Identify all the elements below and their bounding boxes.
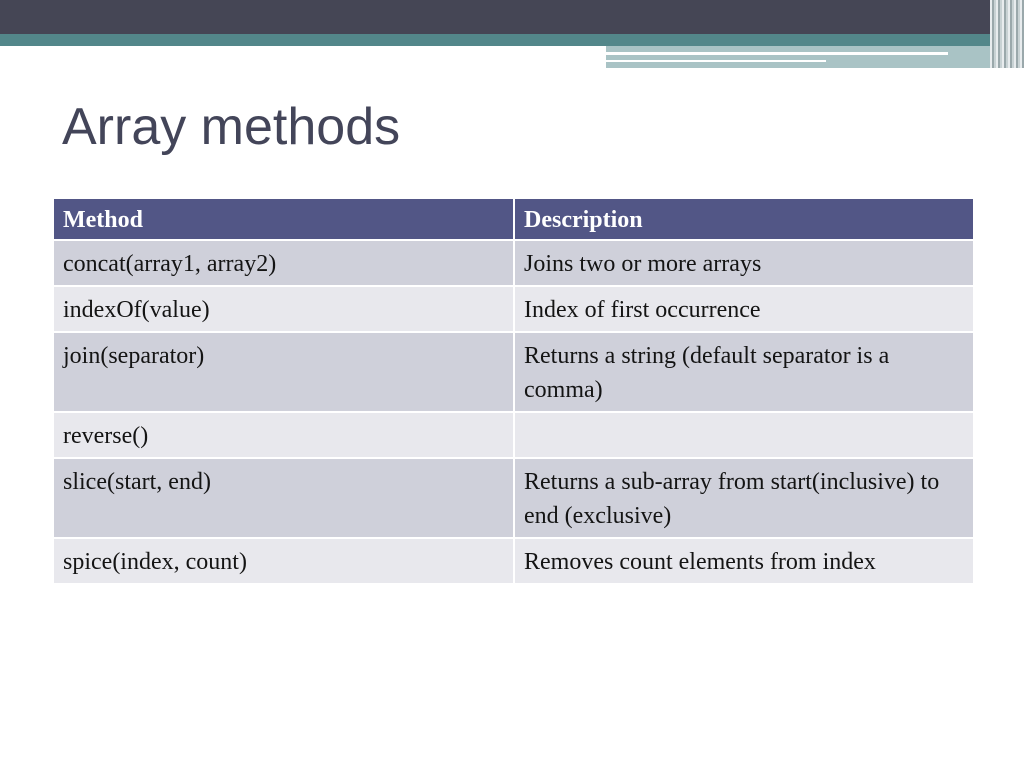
- description-cell: [514, 412, 974, 458]
- description-cell: Removes count elements from index: [514, 538, 974, 584]
- column-header-description: Description: [514, 198, 974, 240]
- table-row: [53, 332, 974, 412]
- header-divider-line: [606, 60, 826, 62]
- methods-table: [52, 197, 975, 585]
- table-header-row: [53, 198, 974, 240]
- method-cell: slice(start, end): [53, 458, 514, 538]
- header-bar-dark: [0, 0, 1024, 34]
- column-header-method: Method: [53, 198, 514, 240]
- header-stripes: [990, 0, 1024, 68]
- method-cell: join(separator): [53, 332, 514, 412]
- method-cell: concat(array1, array2): [53, 240, 514, 286]
- table-row: [53, 412, 974, 458]
- slide-title: Array methods: [62, 98, 401, 156]
- method-cell: spice(index, count): [53, 538, 514, 584]
- header-bar-teal-light: [606, 46, 1024, 68]
- header-bar-teal: [0, 34, 1024, 46]
- method-cell: indexOf(value): [53, 286, 514, 332]
- table-row: [53, 458, 974, 538]
- description-cell: Returns a sub-array from start(inclusive) to end (exclusive): [514, 458, 974, 538]
- description-cell: Index of first occurrence: [514, 286, 974, 332]
- table-row: [53, 286, 974, 332]
- table-row: [53, 538, 974, 584]
- header-divider-line: [606, 52, 948, 55]
- description-cell: Returns a string (default separator is a comma): [514, 332, 974, 412]
- table-row: [53, 240, 974, 286]
- description-cell: Joins two or more arrays: [514, 240, 974, 286]
- method-cell: reverse(): [53, 412, 514, 458]
